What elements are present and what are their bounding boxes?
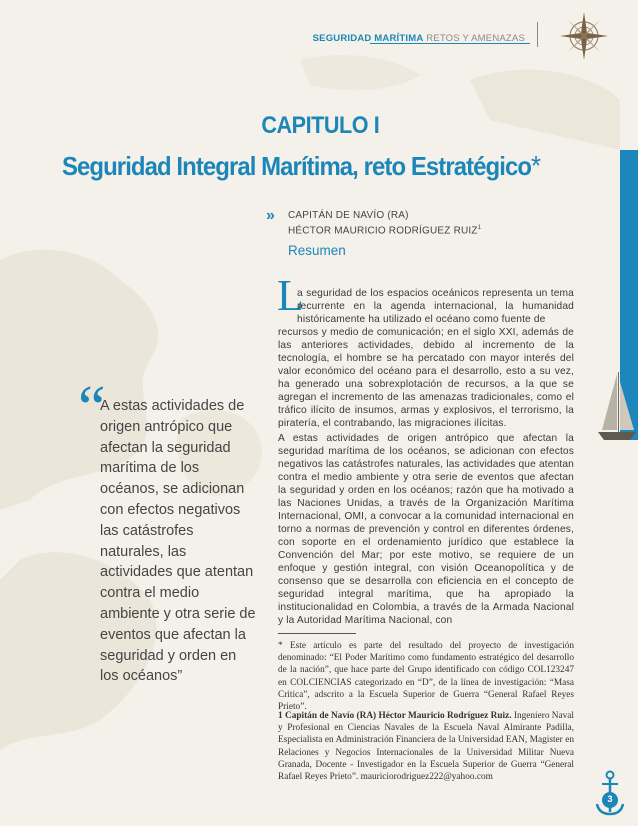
article-title-text: Seguridad Integral Marítima, reto Estratégico (62, 151, 532, 181)
pull-quote: A estas actividades de origen antrópico que afectan la seguridad marítima de los océanos, se adicionan con efectos negativos las catástrofes naturales, las actividades que atentan contra el medio ambiente y otra serie de eventos que afectan la seguridad y orden en los océanos” (100, 398, 256, 685)
page-number: 3 (607, 794, 613, 804)
footnote-star: * Este artículo es parte del resultado del proyecto de investigación denominado: “El Poder Marítimo como fundamento estratégico del desarrollo de la nación”, que hace parte del Grupo identificado con código COL123247 en COLCIENCIAS categorizado en “D”, de la línea de investigación: “Masa Crítica”, adscrito a la Escuela Superior de Guerra “General Rafael Reyes Prieto”. (278, 641, 574, 713)
author-name: HÉCTOR MAURICIO RODRÍGUEZ RUIZ (288, 225, 478, 237)
header-section-bold: SEGURIDAD MARÍTIMA (312, 33, 424, 44)
anchor-icon (595, 770, 625, 816)
compass-rose-icon (558, 10, 610, 62)
chapter-heading: CAPITULO I (261, 112, 380, 139)
drop-cap: L (277, 271, 304, 320)
author-name-line (288, 222, 481, 237)
title-footnote-asterisk: * (531, 150, 541, 181)
author-chevron: » (266, 207, 275, 224)
author-rank: CAPITÁN DE NAVÍO (RA) (288, 210, 409, 221)
header-divider (537, 22, 538, 47)
sailboat-icon (596, 372, 638, 444)
footnote-1 (278, 710, 574, 783)
paragraph-1: recursos y medio de comunicación; en el siglo XXI, además de las anteriores actividades, debido al incremento de la tecnología, el hombre se ha percatado con mayor interés del valor económico del océano para el desarrollo, esto a su vez, ha generado una sobrexplotación de recursos, a la que se agregan el incremento de las amenazas tradicionales, como el tráfico ilícito de insumos, armas y explosivos, el terrorismo, la piratería, el contrabando, las migraciones ilícitas. (278, 327, 574, 429)
footnote-rule (278, 633, 356, 634)
author-block (288, 210, 481, 237)
pull-quote-mark: “ (78, 374, 106, 442)
running-header (313, 33, 525, 44)
paragraph-2: A estas actividades de origen antrópico que afectan la seguridad marítima de los océanos, se adicionan con efectos negativos las catástrofes naturales, las actividades que atentan contra el medio ambiente y otra serie de eventos que afectan la seguridad y orden en los océanos; razón que ha motivado a las Naciones Unidas, a través de la Organización Marítima Internacional, OMI, a convocar a la comunidad internacional en torno a normas de prevención y control en diferentes órdenes, con soporte en el ordenamiento jurídico que establece la Convención del Mar; por este motivo, se requiere de un enfoque y gestión integral, con visión Oceanopolítica y de consenso que se desarrolla con eficiencia en el concepto de seguridad integral marítima, que ha apropiado la institucionalidad en Colombia, a través de la Armada Nacional y la Autoridad Marítima Nacional, con (278, 433, 574, 626)
paragraph-1-opening: a seguridad de los espacios oceánicos representa un tema recurrente en la agenda internacional, la humanidad históricamente ha utilizado el océano como fuente de (297, 288, 574, 325)
footnote-1-text: Ingeniero Naval y Profesional en Ciencias Navales de la Escuela Naval Almirante Padilla, Especialista en Administración Financiera de la Universidad EAN, Magister en Relaciones y Negocios Internacionales de la Universidad Militar Nueva Granada, Docente - Investigador en la Escuela Superior de Guerra “General Rafael Reyes Prieto”. mauriciorodriguez222@yahoo.com (278, 711, 575, 783)
abstract-heading: Resumen (288, 243, 346, 258)
author-footnote-ref: 1 (477, 225, 482, 231)
footnote-1-lead: 1 Capitán de Navío (RA) Héctor Mauricio Rodríguez Ruiz. (278, 711, 512, 721)
header-section-light: RETOS Y AMENAZAS (423, 33, 525, 44)
article-title (62, 150, 577, 182)
